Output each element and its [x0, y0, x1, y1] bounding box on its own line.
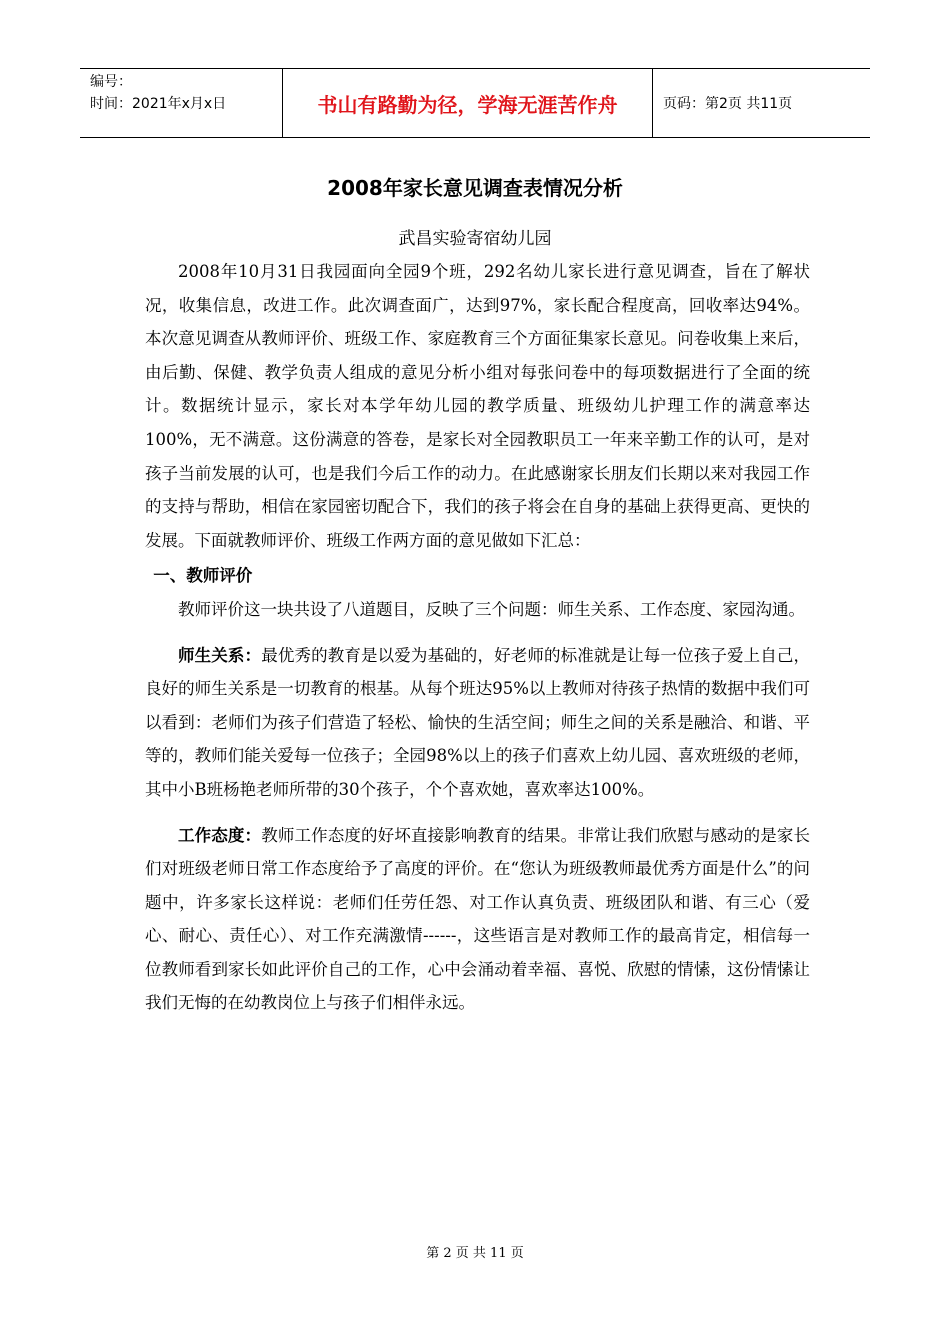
relation-text: 最优秀的教育是以爱为基础的，好老师的标准就是让每一位孩子爱上自己，良好的师生关系是一切教育的根基。从每个班达95%以上教师对待孩子热情的数据中我们可以看到：老师们为孩子们营造了轻松、愉快的生活空间；师生之间的关系是融洽、和谐、平等的，教师们能关爱每一位孩子；全园98%以上的孩子们喜欢上幼儿园、喜欢班级的老师，其中小B班杨艳老师所带的30个孩子，个个喜欢她，喜欢率达100%。 — [145, 645, 811, 799]
intro-paragraph: 2008年10月31日我园面向全园9个班，292名幼儿家长进行意见调查，旨在了解状况，收集信息，改进工作。此次调查面广，达到97%，家长配合程度高，回收率达94%。本次意见调查从教师评价、班级工作、家庭教育三个方面征集家长意见。问卷收集上来后，由后勤、保健、教学负责人组成的意见分析小组对每张问卷中的每项数据进行了全面的统计。数据统计显示，家长对本学年幼儿园的教学质量、班级幼儿护理工作的满意率达100%，无不满意。这份满意的答卷，是家长对全园教职员工一年来辛勤工作的认可，是对孩子当前发展的认可，也是我们今后工作的动力。在此感谢家长朋友们长期以来对我园工作的支持与帮助，相信在家园密切配合下，我们的孩子将会在自身的基础上获得更高、更快的发展。下面就教师评价、班级工作两方面的意见做如下汇总： — [145, 262, 810, 550]
header-meta — [80, 69, 282, 137]
document-body — [145, 255, 810, 1020]
header-page-info: 页码：第2页 共11页 — [663, 96, 793, 112]
document-title: 2008年家长意见调查表情况分析 — [327, 176, 623, 200]
attitude-paragraph — [145, 819, 810, 1021]
document-date: 时间：2021年x月x日 — [90, 96, 227, 112]
document-number-label: 编号： — [90, 74, 132, 90]
attitude-text: 教师工作态度的好坏直接影响教育的结果。非常让我们欣慰与感动的是家长们对班级老师日常工作态度给予了高度的评价。在“您认为班级教师最优秀方面是什么”的问题中，许多家长这样说：老师们任劳任怨、对工作认真负责、班级团队和谐、有三心（爱心、耐心、责任心）、对工作充满激情------，这些语言是对教师工作的最高肯定，相信每一位教师看到家长如此评价自己的工作，心中会涌动着幸福、喜悦、欣慰的情愫，这份情愫让我们无悔的在幼教岗位上与孩子们相伴永远。 — [145, 825, 811, 1013]
relation-paragraph — [145, 639, 810, 807]
section-intro-paragraph: 教师评价这一块共设了八道题目，反映了三个问题：师生关系、工作态度、家园沟通。 — [178, 599, 805, 619]
attitude-label: 工作态度： — [178, 825, 262, 845]
organization-name: 武昌实验寄宿幼儿园 — [398, 229, 552, 249]
relation-label: 师生关系： — [178, 645, 262, 665]
section-heading: 一、教师评价 — [153, 566, 253, 586]
page-header — [80, 68, 870, 138]
page-footer: 第 2 页 共 11 页 — [426, 1246, 524, 1261]
header-motto: 书山有路勤为径，学海无涯苦作舟 — [282, 69, 653, 137]
